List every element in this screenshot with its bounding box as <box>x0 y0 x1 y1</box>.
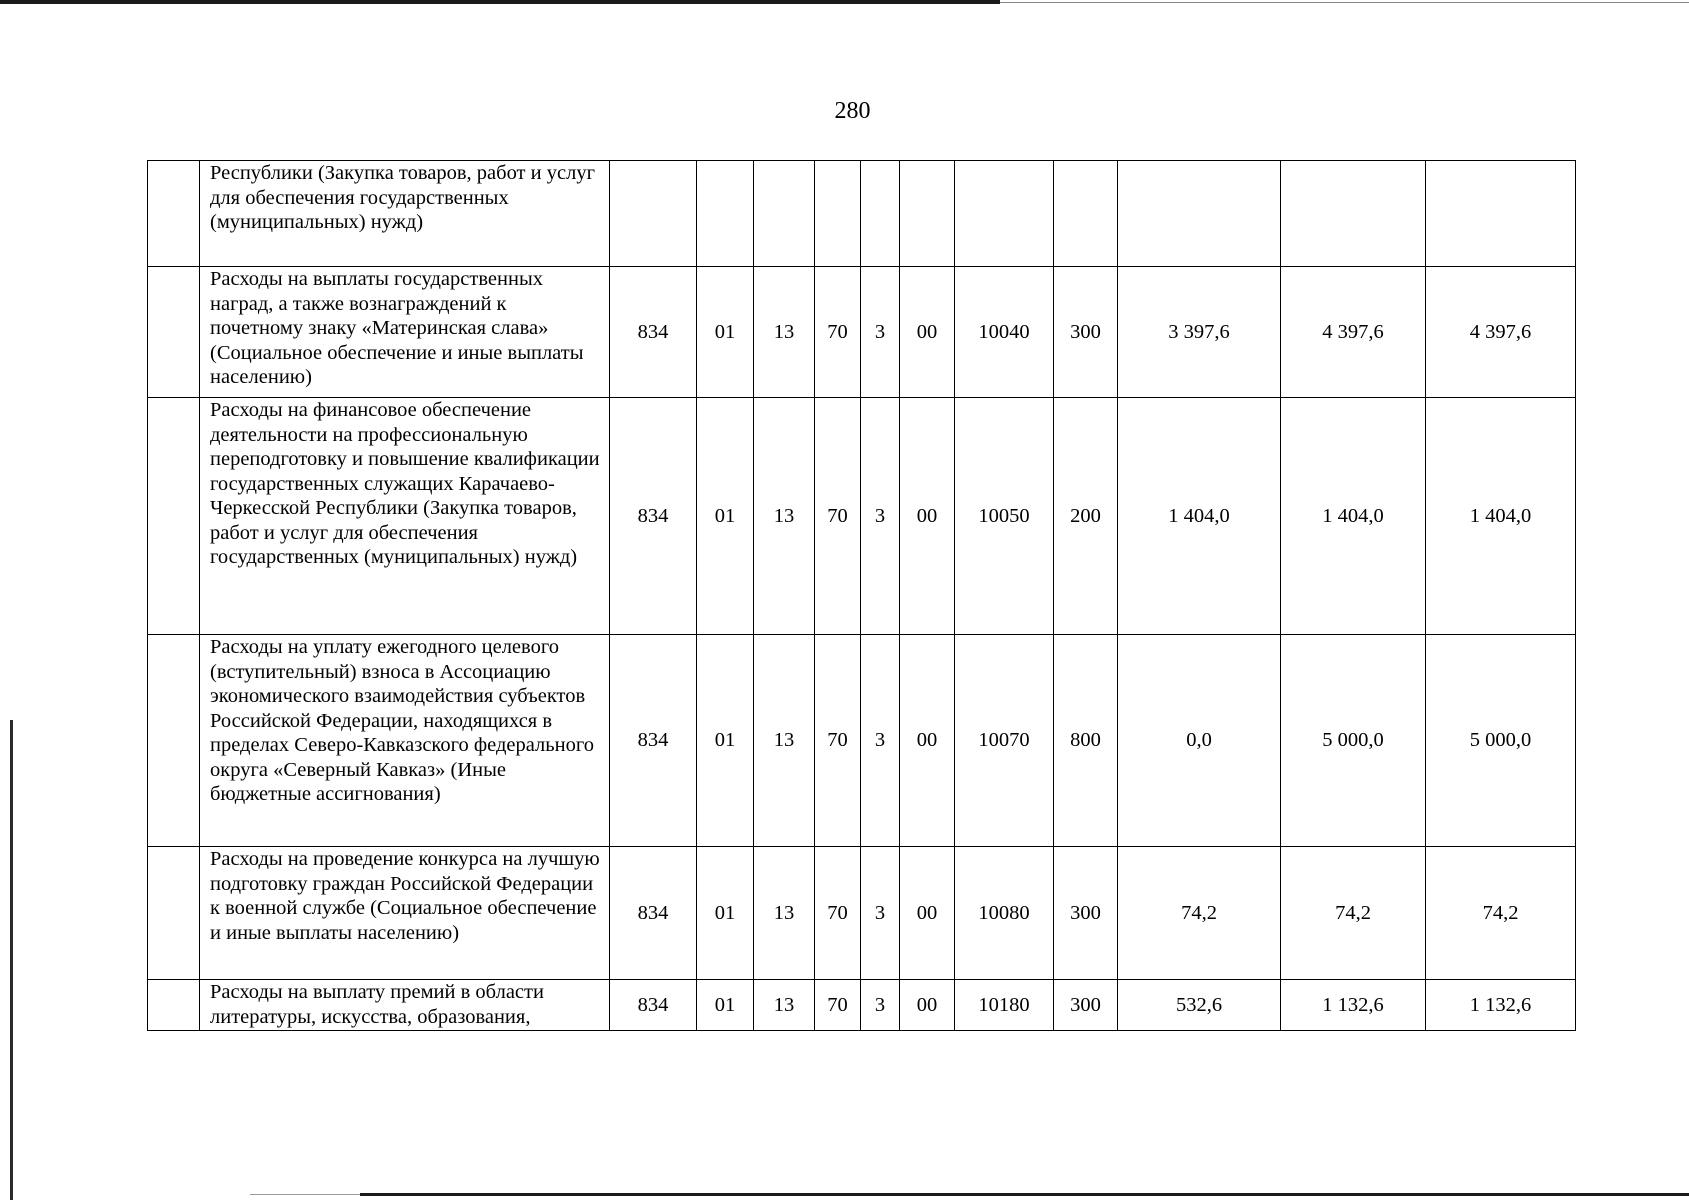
table-row <box>148 847 1576 980</box>
program-code-cell: 70 <box>815 635 861 847</box>
subprogram-code-cell: 3 <box>861 267 900 398</box>
row-number-cell <box>148 847 200 980</box>
subprogram-code-cell: 3 <box>861 980 900 1031</box>
section-code-cell <box>697 161 754 267</box>
program-code-cell: 70 <box>815 847 861 980</box>
program-code-cell <box>815 161 861 267</box>
expense-type-cell: 300 <box>1054 847 1118 980</box>
group-code-cell: 00 <box>900 267 955 398</box>
amount-3-cell <box>1426 161 1576 267</box>
scan-edge-top-faint <box>1000 2 1689 3</box>
section-code-cell: 01 <box>697 980 754 1031</box>
program-code-cell: 70 <box>815 398 861 635</box>
amount-3-cell: 1 404,0 <box>1426 398 1576 635</box>
description-cell <box>200 161 610 267</box>
subsection-code-cell: 13 <box>754 267 815 398</box>
description-text: Расходы на проведение конкурса на лучшую подготовку граждан Российской Федерации к военной службе (Социальное обеспечение и иные выплаты населению) <box>210 848 600 944</box>
amount-3-cell: 1 132,6 <box>1426 980 1576 1031</box>
row-number-cell <box>148 267 200 398</box>
scan-edge-bottom <box>360 1193 1689 1196</box>
subprogram-code-cell: 3 <box>861 398 900 635</box>
direction-code-cell: 10040 <box>955 267 1054 398</box>
row-number-cell <box>148 398 200 635</box>
table-row <box>148 980 1576 1031</box>
description-cell <box>200 980 610 1031</box>
amount-1-cell: 74,2 <box>1118 847 1281 980</box>
section-code-cell: 01 <box>697 398 754 635</box>
subsection-code-cell: 13 <box>754 847 815 980</box>
section-code-cell: 01 <box>697 267 754 398</box>
amount-1-cell <box>1118 161 1281 267</box>
direction-code-cell <box>955 161 1054 267</box>
amount-2-cell <box>1281 161 1426 267</box>
description-text: Расходы на выплаты государственных наград, а также вознаграждений к почетному знаку «Материнская слава» (Социальное обеспечение и иные выплаты населению) <box>210 268 584 388</box>
group-code-cell: 00 <box>900 847 955 980</box>
description-cell <box>200 398 610 635</box>
amount-1-cell: 0,0 <box>1118 635 1281 847</box>
ministry-code-cell: 834 <box>610 635 697 847</box>
amount-2-cell: 1 404,0 <box>1281 398 1426 635</box>
expense-type-cell: 300 <box>1054 980 1118 1031</box>
description-text: Расходы на выплату премий в области литературы, искусства, образования, <box>210 981 544 1028</box>
subprogram-code-cell <box>861 161 900 267</box>
group-code-cell: 00 <box>900 398 955 635</box>
ministry-code-cell <box>610 161 697 267</box>
amount-1-cell: 3 397,6 <box>1118 267 1281 398</box>
scan-edge-top <box>0 0 1000 4</box>
section-code-cell: 01 <box>697 635 754 847</box>
amount-2-cell: 4 397,6 <box>1281 267 1426 398</box>
row-number-cell <box>148 161 200 267</box>
group-code-cell: 00 <box>900 635 955 847</box>
amount-1-cell: 1 404,0 <box>1118 398 1281 635</box>
ministry-code-cell: 834 <box>610 980 697 1031</box>
table-row <box>148 161 1576 267</box>
scan-edge-bottom-faint <box>250 1194 360 1195</box>
expense-type-cell <box>1054 161 1118 267</box>
group-code-cell <box>900 161 955 267</box>
description-cell <box>200 635 610 847</box>
amount-3-cell: 4 397,6 <box>1426 267 1576 398</box>
table-row <box>148 398 1576 635</box>
direction-code-cell: 10050 <box>955 398 1054 635</box>
amount-3-cell: 74,2 <box>1426 847 1576 980</box>
expense-type-cell: 800 <box>1054 635 1118 847</box>
description-cell <box>200 267 610 398</box>
subsection-code-cell: 13 <box>754 980 815 1031</box>
table-row <box>148 635 1576 847</box>
ministry-code-cell: 834 <box>610 398 697 635</box>
ministry-code-cell: 834 <box>610 847 697 980</box>
budget-table <box>147 160 1576 1031</box>
page-number: 280 <box>834 98 871 124</box>
program-code-cell: 70 <box>815 980 861 1031</box>
program-code-cell: 70 <box>815 267 861 398</box>
expense-type-cell: 300 <box>1054 267 1118 398</box>
section-code-cell: 01 <box>697 847 754 980</box>
table-row <box>148 267 1576 398</box>
amount-2-cell: 1 132,6 <box>1281 980 1426 1031</box>
description-cell <box>200 847 610 980</box>
expense-type-cell: 200 <box>1054 398 1118 635</box>
direction-code-cell: 10080 <box>955 847 1054 980</box>
scan-edge-left <box>10 720 13 1200</box>
description-text: Расходы на финансовое обеспечение деятельности на профессиональную переподготовку и повышение квалификации государственных служащих Карачаево-Черкесской Республики (Закупка товаров, работ и услуг для обеспечения государственных (муниципальных) нужд) <box>210 399 600 568</box>
amount-3-cell: 5 000,0 <box>1426 635 1576 847</box>
subprogram-code-cell: 3 <box>861 635 900 847</box>
subsection-code-cell: 13 <box>754 398 815 635</box>
row-number-cell <box>148 635 200 847</box>
subprogram-code-cell: 3 <box>861 847 900 980</box>
amount-2-cell: 74,2 <box>1281 847 1426 980</box>
group-code-cell: 00 <box>900 980 955 1031</box>
description-text: Республики (Закупка товаров, работ и услуг для обеспечения государственных (муниципальных) нужд) <box>210 162 595 233</box>
row-number-cell <box>148 980 200 1031</box>
subsection-code-cell: 13 <box>754 635 815 847</box>
subsection-code-cell <box>754 161 815 267</box>
ministry-code-cell: 834 <box>610 267 697 398</box>
description-text: Расходы на уплату ежегодного целевого (вступительный) взноса в Ассоциацию экономического взаимодействия субъектов Российской Федерации, находящихся в пределах Северо-Кавказского федерального округа «Северный Кавказ» (Иные бюджетные ассигнования) <box>210 636 594 805</box>
amount-2-cell: 5 000,0 <box>1281 635 1426 847</box>
amount-1-cell: 532,6 <box>1118 980 1281 1031</box>
direction-code-cell: 10070 <box>955 635 1054 847</box>
direction-code-cell: 10180 <box>955 980 1054 1031</box>
